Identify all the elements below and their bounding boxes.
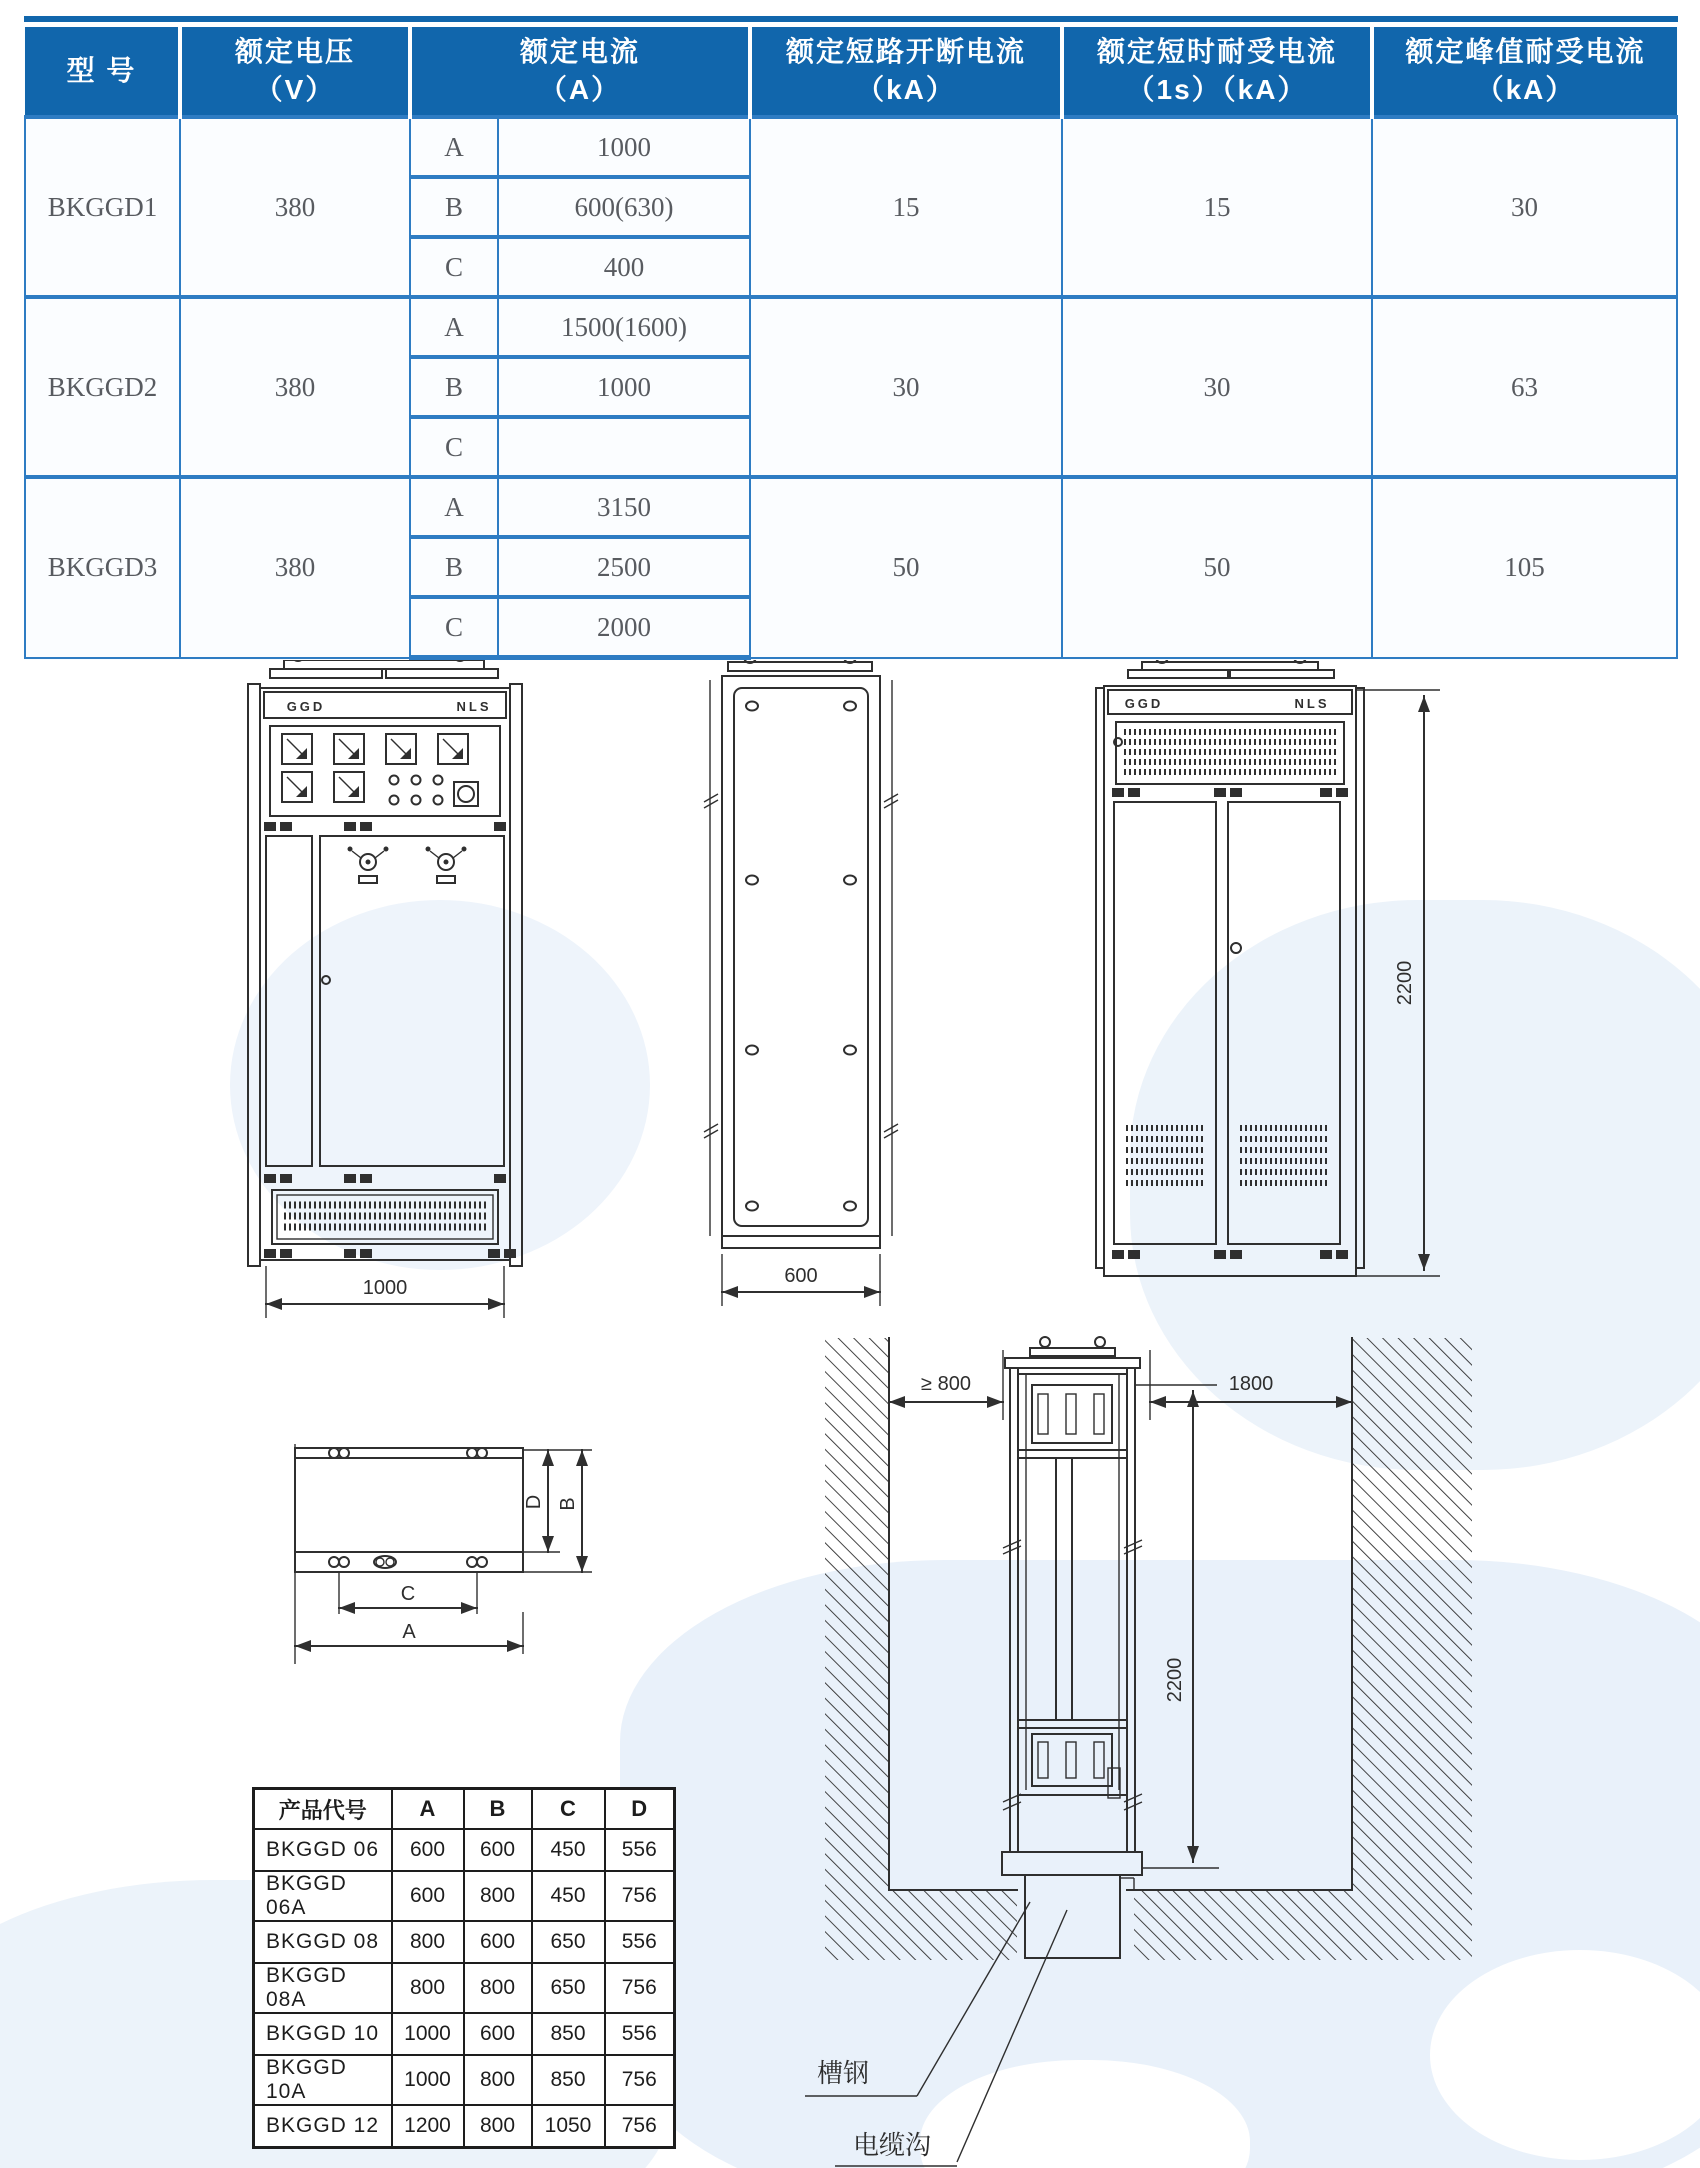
spec-model: BKGGD2 [25,297,180,477]
col-header-model: 型 号 [25,27,180,117]
bolt-icon [329,1448,487,1458]
dim-b: 600 [464,1829,532,1871]
top-dim-b-label: B [557,1497,579,1511]
dim-b: 800 [464,2055,532,2105]
table-row [25,117,1677,177]
col-header-withstand: 额定短时耐受电流 （1s）（kA） [1062,27,1372,117]
spec-voltage: 380 [180,477,410,658]
dim-d: 756 [605,1963,675,2013]
dim-header-row [254,1789,675,1830]
installation-drawing [805,1290,1485,2168]
dim-a: 800 [392,1921,464,1963]
col-header-current: 额定电流 （A） [410,27,750,117]
door-handle-icon [426,847,467,884]
aisle-dim-label: 1800 [1228,1373,1274,1395]
dim-product-code: BKGGD 08 [254,1921,392,1963]
spec-peak: 63 [1372,297,1677,477]
right-door [1228,802,1340,1244]
col-header-breaking: 额定短路开断电流 （kA） [750,27,1062,117]
bolt-icon [746,702,856,1211]
spec-current: 3150 [498,477,750,537]
spec-current: 1000 [498,117,750,177]
spec-table [24,27,1678,660]
spec-variant-key: B [410,177,498,237]
hinge-blocks [264,822,506,831]
table-row [254,2013,675,2055]
dim-d: 556 [605,1921,675,1963]
dim-b: 600 [464,2013,532,2055]
top-dim-a-label: A [402,1621,416,1643]
spec-breaking: 15 [750,117,1062,297]
table-row [254,2105,675,2148]
back-brand-left-label: GGD [1124,696,1164,711]
spec-current: 2000 [498,597,750,658]
dim-d: 556 [605,1829,675,1871]
left-door [1114,802,1216,1244]
hinge-blocks [264,1249,516,1258]
spec-variant-key: A [410,297,498,357]
front-brand-left-label: GGD [286,699,326,714]
dim-product-code: BKGGD 10A [254,2055,392,2105]
spec-current: 600(630) [498,177,750,237]
table-row [25,477,1677,537]
dim-a: 600 [392,1829,464,1871]
table-row [25,297,1677,357]
spec-withstand: 15 [1062,117,1372,297]
dim-c: 450 [532,1871,605,1921]
spec-withstand: 30 [1062,297,1372,477]
dim-b: 800 [464,1963,532,2013]
table-row [254,1963,675,2013]
meter-icon [282,734,468,802]
dim-c: 650 [532,1921,605,1963]
dim-c: 850 [532,2055,605,2105]
cabinet-profile [1002,1337,1142,1875]
dimension-table [252,1787,676,2149]
dim-col-b: B [464,1789,532,1830]
dim-c: 850 [532,2013,605,2055]
channel-steel-label: 槽钢 [817,2058,870,2088]
spec-withstand: 50 [1062,477,1372,658]
spec-variant-key: C [410,417,498,477]
dim-product-code: BKGGD 10 [254,2013,392,2055]
hinge-blocks [1112,1250,1348,1259]
spec-peak: 30 [1372,117,1677,297]
ground-hatch [1134,1890,1472,1960]
table-row [254,1921,675,1963]
spec-model: BKGGD1 [25,117,180,297]
dim-d: 756 [605,1871,675,1921]
ground-hatch [825,1890,1017,1960]
lock-hole-icon [322,976,330,984]
top-dim-c-label: C [400,1583,416,1605]
spec-variant-key: C [410,237,498,297]
dim-b: 800 [464,2105,532,2148]
spec-variant-key: B [410,537,498,597]
dim-c: 1050 [532,2105,605,2148]
side-view-drawing [696,648,914,1310]
dim-col-product-code: 产品代号 [254,1789,392,1830]
wall-hatch [1352,1338,1472,1890]
spec-current: 1500(1600) [498,297,750,357]
left-door [266,836,312,1166]
spec-voltage: 380 [180,117,410,297]
cable-trench [1025,1875,1134,1958]
dim-b: 600 [464,1921,532,1963]
spec-variant-key: A [410,477,498,537]
col-header-voltage: 额定电压 （V） [180,27,410,117]
top-view-drawing [290,1442,600,1672]
back-height-dim-label: 2200 [1394,960,1416,1006]
hinge-blocks [264,1174,506,1183]
dim-col-a: A [392,1789,464,1830]
indicator-lamp-icon [390,776,443,805]
hinge-blocks [1112,788,1348,797]
spec-variant-key: C [410,597,498,658]
dim-d: 756 [605,2105,675,2148]
dim-a: 600 [392,1871,464,1921]
spec-peak: 105 [1372,477,1677,658]
dim-a: 1200 [392,2105,464,2148]
dim-a: 1000 [392,2013,464,2055]
wall-hatch [825,1338,889,1890]
spec-voltage: 380 [180,297,410,477]
door-handle-icon [348,847,389,884]
front-view-drawing [246,646,524,1322]
installation-height-dim-label: 2200 [1164,1657,1186,1703]
bolt-icon [329,1556,487,1568]
dim-col-c: C [532,1789,605,1830]
left-clearance-dim-label: ≥ 800 [921,1373,971,1395]
spec-header-row [25,27,1677,117]
cable-trench-label: 电缆沟 [853,2130,932,2160]
top-dim-d-label: D [523,1494,545,1510]
dim-b: 800 [464,1871,532,1921]
front-brand-right-label: NLS [456,699,492,714]
dim-a: 1000 [392,2055,464,2105]
dim-d: 556 [605,2013,675,2055]
dim-c: 450 [532,1829,605,1871]
back-view-drawing [1096,648,1446,1300]
spec-current: 2500 [498,537,750,597]
front-width-dim-label: 1000 [362,1277,408,1299]
spec-model: BKGGD3 [25,477,180,658]
dim-product-code: BKGGD 12 [254,2105,392,2148]
dim-product-code: BKGGD 08A [254,1963,392,2013]
dim-product-code: BKGGD 06A [254,1871,392,1921]
table-row [254,1871,675,1921]
right-door [320,836,504,1166]
spec-variant-key: A [410,117,498,177]
control-switch-icon [454,782,478,806]
back-brand-right-label: NLS [1294,696,1330,711]
col-header-peak: 额定峰值耐受电流 （kA） [1372,27,1677,117]
spec-current: 400 [498,237,750,297]
spec-variant-key: B [410,357,498,417]
lock-hole-icon [1231,943,1241,953]
table-top-accent [24,16,1678,22]
spec-current [498,417,750,477]
dim-col-d: D [605,1789,675,1830]
table-row [254,1829,675,1871]
dim-d: 756 [605,2055,675,2105]
dim-a: 800 [392,1963,464,2013]
spec-breaking: 50 [750,477,1062,658]
dim-c: 650 [532,1963,605,2013]
dim-product-code: BKGGD 06 [254,1829,392,1871]
table-row [254,2055,675,2105]
spec-breaking: 30 [750,297,1062,477]
spec-current: 1000 [498,357,750,417]
side-depth-dim-label: 600 [784,1265,818,1287]
